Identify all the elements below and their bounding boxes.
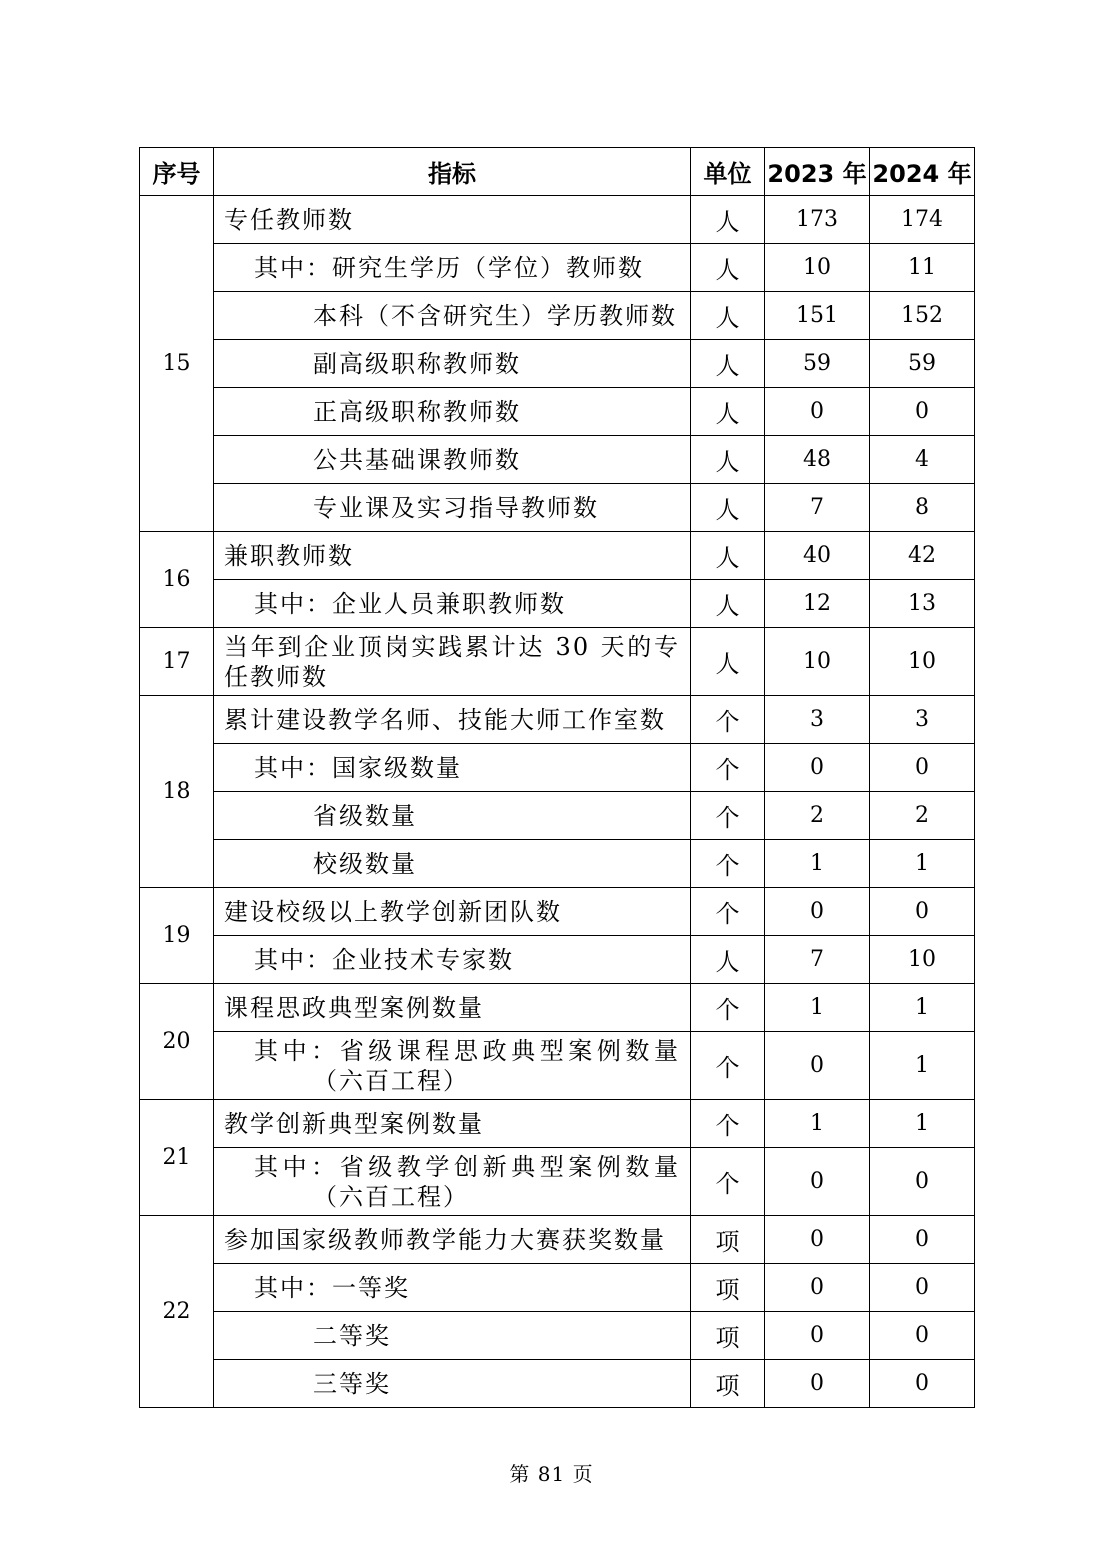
unit-cell: 人 bbox=[691, 196, 765, 244]
value-2023-cell: 10 bbox=[765, 628, 870, 696]
value-2023-cell: 12 bbox=[765, 580, 870, 628]
value-2024-cell: 11 bbox=[870, 244, 975, 292]
indicator-cell: 三等奖 bbox=[214, 1360, 691, 1408]
unit-cell: 人 bbox=[691, 936, 765, 984]
table-row bbox=[140, 532, 975, 580]
value-2024-cell: 10 bbox=[870, 628, 975, 696]
table-row bbox=[140, 1032, 975, 1100]
indicator-cell: 省级数量 bbox=[214, 792, 691, 840]
value-2023-cell: 2 bbox=[765, 792, 870, 840]
indicator-cell: 其中：企业技术专家数 bbox=[214, 936, 691, 984]
unit-cell: 人 bbox=[691, 436, 765, 484]
value-2023-cell: 0 bbox=[765, 1360, 870, 1408]
value-2024-cell: 42 bbox=[870, 532, 975, 580]
table-row bbox=[140, 388, 975, 436]
value-2024-cell: 152 bbox=[870, 292, 975, 340]
header-2023: 2023 年 bbox=[765, 148, 870, 196]
indicator-cell: 其中：国家级数量 bbox=[214, 744, 691, 792]
value-2023-cell: 48 bbox=[765, 436, 870, 484]
table-row bbox=[140, 292, 975, 340]
header-indicator: 指标 bbox=[214, 148, 691, 196]
value-2023-cell: 1 bbox=[765, 1100, 870, 1148]
unit-cell: 人 bbox=[691, 628, 765, 696]
unit-cell: 项 bbox=[691, 1312, 765, 1360]
unit-cell: 人 bbox=[691, 340, 765, 388]
indicator-cell: 其中：研究生学历（学位）教师数 bbox=[214, 244, 691, 292]
unit-cell: 人 bbox=[691, 292, 765, 340]
value-2024-cell: 13 bbox=[870, 580, 975, 628]
value-2023-cell: 7 bbox=[765, 484, 870, 532]
value-2024-cell: 4 bbox=[870, 436, 975, 484]
value-2023-cell: 151 bbox=[765, 292, 870, 340]
value-2024-cell: 0 bbox=[870, 744, 975, 792]
value-2023-cell: 0 bbox=[765, 1264, 870, 1312]
table-row bbox=[140, 340, 975, 388]
unit-cell: 个 bbox=[691, 1100, 765, 1148]
indicator-cell: 其中：企业人员兼职教师数 bbox=[214, 580, 691, 628]
unit-cell: 个 bbox=[691, 744, 765, 792]
indicator-cell: 其中：省级课程思政典型案例数量（六百工程） bbox=[214, 1032, 691, 1100]
unit-cell: 项 bbox=[691, 1360, 765, 1408]
indicator-cell: 其中：省级教学创新典型案例数量（六百工程） bbox=[214, 1148, 691, 1216]
unit-cell: 个 bbox=[691, 840, 765, 888]
table-row bbox=[140, 1360, 975, 1408]
value-2023-cell: 0 bbox=[765, 1148, 870, 1216]
seq-cell: 19 bbox=[140, 888, 214, 984]
value-2023-cell: 7 bbox=[765, 936, 870, 984]
value-2023-cell: 0 bbox=[765, 1216, 870, 1264]
indicator-cell: 校级数量 bbox=[214, 840, 691, 888]
unit-cell: 项 bbox=[691, 1216, 765, 1264]
value-2024-cell: 0 bbox=[870, 388, 975, 436]
value-2023-cell: 10 bbox=[765, 244, 870, 292]
header-2024: 2024 年 bbox=[870, 148, 975, 196]
value-2024-cell: 0 bbox=[870, 1312, 975, 1360]
value-2024-cell: 3 bbox=[870, 696, 975, 744]
value-2023-cell: 173 bbox=[765, 196, 870, 244]
table-row bbox=[140, 1216, 975, 1264]
unit-cell: 人 bbox=[691, 388, 765, 436]
header-unit: 单位 bbox=[691, 148, 765, 196]
table-row bbox=[140, 244, 975, 292]
table-row bbox=[140, 744, 975, 792]
value-2024-cell: 59 bbox=[870, 340, 975, 388]
table-row bbox=[140, 580, 975, 628]
table-row bbox=[140, 1148, 975, 1216]
table-header-row bbox=[140, 148, 975, 196]
seq-cell: 18 bbox=[140, 696, 214, 888]
table-row bbox=[140, 696, 975, 744]
seq-cell: 22 bbox=[140, 1216, 214, 1408]
unit-cell: 个 bbox=[691, 1032, 765, 1100]
unit-cell: 个 bbox=[691, 888, 765, 936]
value-2024-cell: 0 bbox=[870, 1216, 975, 1264]
value-2024-cell: 1 bbox=[870, 1100, 975, 1148]
header-seq: 序号 bbox=[140, 148, 214, 196]
value-2023-cell: 0 bbox=[765, 1032, 870, 1100]
seq-cell: 21 bbox=[140, 1100, 214, 1216]
unit-cell: 个 bbox=[691, 792, 765, 840]
indicator-cell: 专业课及实习指导教师数 bbox=[214, 484, 691, 532]
table-row bbox=[140, 628, 975, 696]
value-2024-cell: 10 bbox=[870, 936, 975, 984]
seq-cell: 16 bbox=[140, 532, 214, 628]
value-2024-cell: 174 bbox=[870, 196, 975, 244]
unit-cell: 个 bbox=[691, 984, 765, 1032]
table-row bbox=[140, 840, 975, 888]
table-row bbox=[140, 436, 975, 484]
indicator-cell: 教学创新典型案例数量 bbox=[214, 1100, 691, 1148]
indicator-cell: 正高级职称教师数 bbox=[214, 388, 691, 436]
indicator-cell: 其中：一等奖 bbox=[214, 1264, 691, 1312]
value-2024-cell: 1 bbox=[870, 984, 975, 1032]
indicator-cell: 专任教师数 bbox=[214, 196, 691, 244]
table-row bbox=[140, 196, 975, 244]
unit-cell: 人 bbox=[691, 580, 765, 628]
value-2023-cell: 3 bbox=[765, 696, 870, 744]
value-2024-cell: 0 bbox=[870, 1264, 975, 1312]
seq-cell: 20 bbox=[140, 984, 214, 1100]
table-row bbox=[140, 984, 975, 1032]
indicator-cell: 建设校级以上教学创新团队数 bbox=[214, 888, 691, 936]
value-2023-cell: 0 bbox=[765, 388, 870, 436]
table-row bbox=[140, 484, 975, 532]
value-2023-cell: 40 bbox=[765, 532, 870, 580]
value-2024-cell: 0 bbox=[870, 888, 975, 936]
value-2024-cell: 1 bbox=[870, 840, 975, 888]
unit-cell: 个 bbox=[691, 1148, 765, 1216]
indicator-cell: 副高级职称教师数 bbox=[214, 340, 691, 388]
indicator-table bbox=[139, 147, 975, 1408]
value-2024-cell: 0 bbox=[870, 1148, 975, 1216]
unit-cell: 个 bbox=[691, 696, 765, 744]
seq-cell: 15 bbox=[140, 196, 214, 532]
value-2024-cell: 8 bbox=[870, 484, 975, 532]
indicator-cell: 累计建设教学名师、技能大师工作室数 bbox=[214, 696, 691, 744]
indicator-cell: 二等奖 bbox=[214, 1312, 691, 1360]
value-2023-cell: 0 bbox=[765, 1312, 870, 1360]
table-row bbox=[140, 1264, 975, 1312]
value-2023-cell: 59 bbox=[765, 340, 870, 388]
table-row bbox=[140, 792, 975, 840]
indicator-cell: 公共基础课教师数 bbox=[214, 436, 691, 484]
page-number: 第 81 页 bbox=[509, 1462, 594, 1486]
value-2024-cell: 2 bbox=[870, 792, 975, 840]
table-row bbox=[140, 1312, 975, 1360]
unit-cell: 人 bbox=[691, 484, 765, 532]
unit-cell: 人 bbox=[691, 244, 765, 292]
indicator-cell: 兼职教师数 bbox=[214, 532, 691, 580]
value-2023-cell: 1 bbox=[765, 840, 870, 888]
table-row bbox=[140, 888, 975, 936]
value-2023-cell: 0 bbox=[765, 888, 870, 936]
value-2024-cell: 1 bbox=[870, 1032, 975, 1100]
indicator-cell: 当年到企业顶岗实践累计达 30 天的专任教师数 bbox=[214, 628, 691, 696]
unit-cell: 人 bbox=[691, 532, 765, 580]
seq-cell: 17 bbox=[140, 628, 214, 696]
unit-cell: 项 bbox=[691, 1264, 765, 1312]
table-row bbox=[140, 936, 975, 984]
table-row bbox=[140, 1100, 975, 1148]
value-2023-cell: 0 bbox=[765, 744, 870, 792]
value-2024-cell: 0 bbox=[870, 1360, 975, 1408]
indicator-cell: 本科（不含研究生）学历教师数 bbox=[214, 292, 691, 340]
indicator-cell: 课程思政典型案例数量 bbox=[214, 984, 691, 1032]
value-2023-cell: 1 bbox=[765, 984, 870, 1032]
indicator-cell: 参加国家级教师教学能力大赛获奖数量 bbox=[214, 1216, 691, 1264]
